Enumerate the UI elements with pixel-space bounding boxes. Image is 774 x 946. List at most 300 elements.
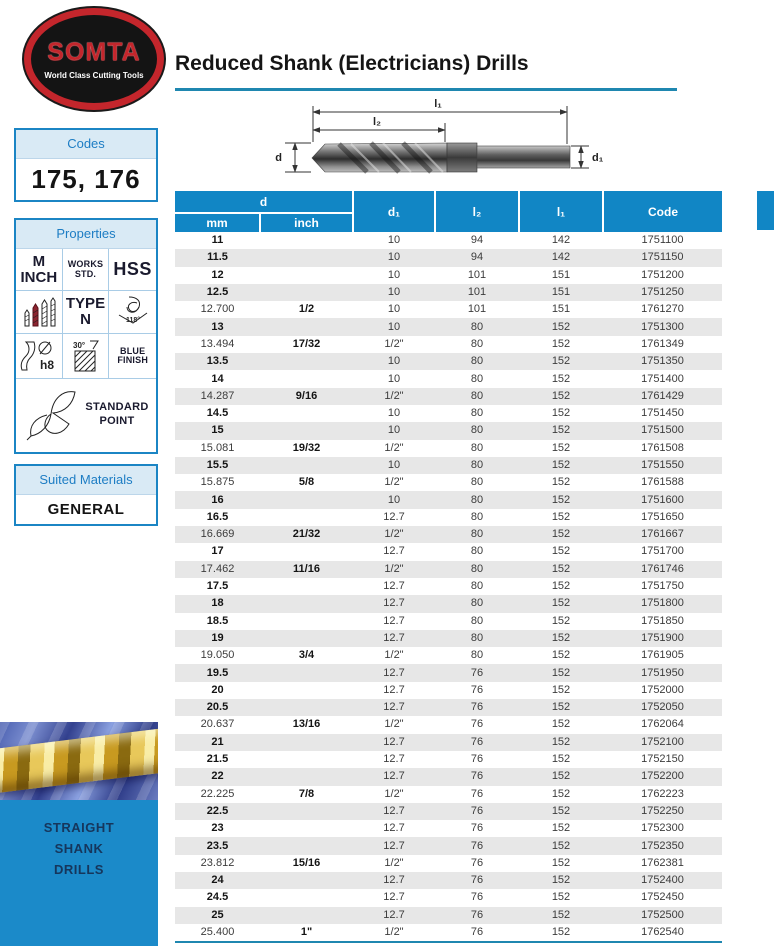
cell-mm: 20 <box>211 683 224 696</box>
cell-l2: 101 <box>467 286 487 299</box>
cell-d1: 10 <box>387 493 401 506</box>
table-row <box>175 820 722 837</box>
cell-inch: 17/32 <box>292 337 321 350</box>
property-std-label: STD. <box>74 268 97 279</box>
cell-l1: 152 <box>551 476 571 489</box>
cell-mm: 13 <box>211 320 224 333</box>
cell-l2: 80 <box>470 649 484 662</box>
cell-l1: 152 <box>551 753 571 766</box>
property-works-label: WORKS <box>67 259 104 270</box>
cell-inch <box>260 803 353 820</box>
cell-d1: 10 <box>387 286 401 299</box>
cell-d1: 1/2" <box>384 856 404 869</box>
cell-d1: 12.7 <box>383 891 405 904</box>
cell-mm: 15.5 <box>206 459 229 471</box>
drill-collar <box>447 143 477 172</box>
table-row <box>175 370 722 387</box>
table-row <box>175 907 722 924</box>
cell-l2: 80 <box>470 562 484 575</box>
cell-code: 1752400 <box>641 874 684 887</box>
suited-materials-box <box>14 464 158 526</box>
cell-l2: 76 <box>470 753 484 766</box>
cell-mm: 14.287 <box>200 389 235 402</box>
point-angle-icon <box>115 295 151 329</box>
tolerance-icon <box>18 340 60 372</box>
cell-inch: 21/32 <box>292 528 321 541</box>
cell-mm: 24 <box>211 874 224 887</box>
cell-mm: 24.5 <box>206 891 229 904</box>
cell-inch <box>260 872 353 889</box>
cell-inch <box>260 491 353 508</box>
cell-l1: 152 <box>551 424 571 437</box>
cell-code: 1751800 <box>641 597 684 610</box>
category-line-1: STRAIGHT <box>43 820 115 835</box>
property-inch-label: INCH <box>20 268 58 286</box>
dimension-label-d1: d₁ <box>592 152 604 164</box>
table-row <box>175 682 722 699</box>
cell-inch: 1/2 <box>298 303 315 316</box>
cell-inch: 5/8 <box>298 476 315 489</box>
table-row <box>175 284 722 301</box>
cell-code: 1751700 <box>641 545 684 558</box>
cell-d1: 10 <box>387 303 401 316</box>
cell-d1: 12.7 <box>383 822 405 835</box>
property-type-label: TYPE <box>65 295 106 313</box>
cell-l2: 76 <box>470 908 484 921</box>
cell-l2: 80 <box>470 459 484 471</box>
cell-inch: 1" <box>300 926 313 939</box>
cell-inch: 15/16 <box>292 856 321 869</box>
cell-mm: 17 <box>211 545 224 558</box>
logo-oval <box>24 8 164 110</box>
cell-mm: 15.081 <box>200 441 235 454</box>
cell-inch <box>260 249 353 266</box>
cell-mm: 22.225 <box>200 787 235 800</box>
drill-shank <box>477 146 570 168</box>
gold-drill-image <box>0 724 158 796</box>
cell-l1: 152 <box>551 804 571 817</box>
cell-inch <box>260 267 353 284</box>
cell-code: 1752250 <box>641 804 684 817</box>
cell-l1: 152 <box>551 856 571 869</box>
table-row <box>175 664 722 681</box>
cell-l1: 142 <box>551 251 571 264</box>
table-row <box>175 889 722 906</box>
cell-l1: 151 <box>551 268 571 281</box>
dimension-label-l1: l₁ <box>434 98 442 110</box>
cell-d1: 1/2" <box>384 389 404 402</box>
cell-d1: 1/2" <box>384 337 404 350</box>
cell-inch <box>260 457 353 474</box>
cell-l2: 80 <box>470 580 484 593</box>
cell-l2: 80 <box>470 597 484 610</box>
cell-inch: 3/4 <box>298 649 315 662</box>
cell-code: 1751850 <box>641 614 684 627</box>
property-works-standard <box>63 249 110 291</box>
suited-materials-value: GENERAL <box>47 501 125 518</box>
cell-code: 1762223 <box>641 787 684 800</box>
cell-mm: 16 <box>211 493 224 506</box>
brand-tagline: World Class Cutting Tools <box>44 71 144 80</box>
cell-d1: 10 <box>387 355 401 368</box>
cell-code: 1752100 <box>641 735 684 748</box>
cell-d1: 1/2" <box>384 528 404 541</box>
cell-l1: 152 <box>551 926 571 939</box>
cell-inch <box>260 578 353 595</box>
cell-inch: 11/16 <box>293 562 320 575</box>
table-row <box>175 232 722 249</box>
cell-l2: 80 <box>470 441 484 454</box>
cell-l1: 152 <box>551 891 571 904</box>
table-row <box>175 786 722 803</box>
table-row <box>175 422 722 439</box>
cell-inch <box>260 595 353 612</box>
category-panel <box>0 800 158 946</box>
cell-mm: 12.700 <box>200 303 235 316</box>
cell-code: 1751350 <box>641 355 684 368</box>
cell-mm: 21 <box>211 735 224 748</box>
cell-inch <box>260 664 353 681</box>
cell-l1: 142 <box>551 234 571 247</box>
cell-code: 1751550 <box>641 459 684 471</box>
table-row <box>175 751 722 768</box>
cell-l1: 151 <box>551 303 571 316</box>
cell-code: 1762540 <box>641 926 684 939</box>
cell-l1: 152 <box>551 839 571 852</box>
property-material-hss <box>109 249 156 291</box>
cell-mm: 19.5 <box>206 666 229 679</box>
table-row <box>175 491 722 508</box>
cell-l1: 152 <box>551 735 571 748</box>
dimension-label-l2: l₂ <box>373 116 381 128</box>
tolerance-value: h8 <box>39 358 54 372</box>
category-line-3: DRILLS <box>54 861 104 877</box>
header-l2: l₂ <box>435 191 519 232</box>
header-code: Code <box>603 191 722 232</box>
cell-code: 1751200 <box>641 268 684 281</box>
cell-l2: 76 <box>470 822 484 835</box>
cell-l2: 76 <box>470 770 484 783</box>
cell-l1: 152 <box>551 614 571 627</box>
cell-l1: 152 <box>551 597 571 610</box>
header-inch: inch <box>260 213 353 232</box>
cell-d1: 12.7 <box>383 804 405 817</box>
cell-mm: 15 <box>211 424 224 437</box>
cell-code: 1761588 <box>641 476 684 489</box>
cell-inch <box>260 734 353 751</box>
table-row <box>175 595 722 612</box>
cell-inch <box>260 370 353 387</box>
page-title: Reduced Shank (Electricians) Drills <box>175 52 529 75</box>
cell-l1: 152 <box>551 770 571 783</box>
table-row <box>175 440 722 457</box>
cell-code: 1761508 <box>641 441 684 454</box>
cell-l2: 80 <box>470 372 484 385</box>
cell-code: 1752300 <box>641 822 684 835</box>
cell-mm: 12.5 <box>206 286 229 299</box>
cell-inch: 19/32 <box>292 441 321 454</box>
cell-inch <box>260 284 353 301</box>
cell-l1: 152 <box>551 320 571 333</box>
table-row <box>175 543 722 560</box>
cell-l1: 152 <box>551 459 571 471</box>
cell-l2: 80 <box>470 320 484 333</box>
cell-code: 1751300 <box>641 320 684 333</box>
cell-code: 1751150 <box>641 251 684 264</box>
cell-d1: 12.7 <box>383 735 405 748</box>
cell-code: 1752450 <box>641 891 684 904</box>
table-row <box>175 336 722 353</box>
table-row <box>175 924 722 942</box>
table-row <box>175 405 722 422</box>
suited-materials-title: Suited Materials <box>16 466 156 495</box>
cell-l1: 151 <box>551 286 571 299</box>
cell-l2: 76 <box>470 891 484 904</box>
cell-d1: 10 <box>387 234 401 247</box>
cell-code: 1761429 <box>641 389 684 402</box>
cell-d1: 12.7 <box>383 545 405 558</box>
cell-l2: 76 <box>470 735 484 748</box>
property-tolerance <box>16 334 63 379</box>
cell-mm: 17.462 <box>200 562 235 575</box>
brand-name: SOMTA <box>47 38 141 66</box>
cell-l2: 80 <box>470 493 484 506</box>
table-row <box>175 301 722 318</box>
cell-d1: 10 <box>387 251 401 264</box>
cell-inch <box>260 232 353 249</box>
cell-mm: 25 <box>211 908 224 921</box>
cell-inch <box>260 751 353 768</box>
cell-l2: 94 <box>470 234 484 247</box>
cell-mm: 23.5 <box>206 839 229 852</box>
cell-l1: 152 <box>551 649 571 662</box>
codes-box <box>14 128 158 202</box>
cell-mm: 17.5 <box>206 580 229 593</box>
header-mm: mm <box>175 213 260 232</box>
standard-point-label <box>85 401 148 429</box>
property-hss-label: HSS <box>113 259 152 280</box>
cell-inch <box>260 509 353 526</box>
cell-mm: 18.5 <box>206 614 229 627</box>
cell-inch: 7/8 <box>298 787 315 800</box>
cell-l2: 76 <box>470 683 484 696</box>
cell-l1: 152 <box>551 510 571 523</box>
table-row <box>175 837 722 854</box>
spec-table-wrap <box>175 191 722 943</box>
cell-code: 1752200 <box>641 770 684 783</box>
cell-d1: 12.7 <box>383 908 405 921</box>
property-helix-angle <box>63 334 110 379</box>
table-row <box>175 267 722 284</box>
dimension-l1 <box>313 106 567 144</box>
cell-l1: 152 <box>551 787 571 800</box>
cell-inch <box>260 907 353 924</box>
cell-l2: 76 <box>470 787 484 800</box>
cell-l2: 80 <box>470 510 484 523</box>
table-body <box>175 232 722 942</box>
property-type-n-label: N <box>80 311 91 328</box>
cell-l2: 80 <box>470 631 484 644</box>
cell-code: 1761746 <box>641 562 684 575</box>
cell-code: 1762381 <box>641 856 684 869</box>
cell-inch <box>260 889 353 906</box>
table-row <box>175 630 722 647</box>
drill-dimension-diagram <box>255 92 655 192</box>
codes-value: 175, 176 <box>31 164 141 194</box>
cell-d1: 1/2" <box>384 718 404 731</box>
standard-point-line-2: POINT <box>99 415 135 427</box>
cell-l1: 152 <box>551 407 571 420</box>
cell-l2: 101 <box>467 268 487 281</box>
cell-d1: 12.7 <box>383 683 405 696</box>
property-point-angle <box>109 291 156 334</box>
cell-inch <box>260 543 353 560</box>
cell-d1: 10 <box>387 268 401 281</box>
drill-photo <box>0 722 158 800</box>
cell-code: 1751600 <box>641 493 684 506</box>
cell-mm: 19.050 <box>200 649 235 662</box>
drill-sizes-icon <box>22 297 56 327</box>
table-row <box>175 578 722 595</box>
table-row <box>175 388 722 405</box>
cell-d1: 1/2" <box>384 441 404 454</box>
cell-l2: 101 <box>467 303 487 316</box>
property-type <box>63 291 110 334</box>
cell-l1: 152 <box>551 874 571 887</box>
cell-code: 1751900 <box>641 631 684 644</box>
cell-l2: 80 <box>470 476 484 489</box>
cell-code: 1751250 <box>641 286 684 299</box>
header-l1: l₁ <box>519 191 603 232</box>
cell-d1: 1/2" <box>384 649 404 662</box>
standard-point-line-1: STANDARD <box>85 401 149 414</box>
cell-d1: 12.7 <box>383 666 405 679</box>
cell-inch <box>260 613 353 630</box>
cell-code: 1751500 <box>641 424 684 437</box>
cell-l1: 152 <box>551 580 571 593</box>
table-row <box>175 699 722 716</box>
table-row <box>175 768 722 785</box>
page-edge-tab <box>757 191 774 230</box>
cell-mm: 14 <box>211 372 224 385</box>
table-row <box>175 457 722 474</box>
cell-l2: 76 <box>470 804 484 817</box>
cell-code: 1762064 <box>641 718 684 731</box>
cell-inch <box>260 405 353 422</box>
cell-code: 1751950 <box>641 666 684 679</box>
cell-code: 1761905 <box>641 649 684 662</box>
cell-inch <box>260 682 353 699</box>
cell-l1: 152 <box>551 666 571 679</box>
cell-mm: 23 <box>211 822 224 835</box>
cell-l1: 152 <box>551 355 571 368</box>
cell-mm: 21.5 <box>206 753 229 766</box>
helix-angle-value: 30° <box>73 341 86 350</box>
properties-box <box>14 218 158 454</box>
property-drill-sizes <box>16 291 63 334</box>
cell-mm: 19 <box>211 631 224 644</box>
title-rule <box>175 88 677 91</box>
cell-l2: 80 <box>470 545 484 558</box>
cell-l2: 76 <box>470 874 484 887</box>
table-row <box>175 509 722 526</box>
cell-l2: 80 <box>470 337 484 350</box>
cell-l2: 76 <box>470 926 484 939</box>
cell-d1: 12.7 <box>383 580 405 593</box>
brand-logo <box>18 6 158 106</box>
cell-l1: 152 <box>551 822 571 835</box>
cell-inch: 9/16 <box>295 389 318 402</box>
table-row <box>175 249 722 266</box>
cell-l1: 152 <box>551 908 571 921</box>
cell-inch: 13/16 <box>292 718 321 731</box>
cell-mm: 14.5 <box>206 407 229 420</box>
cell-mm: 13.494 <box>200 337 235 350</box>
properties-box-title: Properties <box>16 220 156 249</box>
cell-l2: 80 <box>470 424 484 437</box>
cell-mm: 16.669 <box>200 528 235 541</box>
table-row <box>175 526 722 543</box>
cell-inch <box>260 699 353 716</box>
cell-l2: 80 <box>470 389 484 402</box>
table-row <box>175 716 722 733</box>
codes-box-title: Codes <box>16 130 156 159</box>
cell-l2: 76 <box>470 718 484 731</box>
property-metric-inch <box>16 249 63 291</box>
cell-code: 1751650 <box>641 510 684 523</box>
cell-mm: 18 <box>211 597 224 610</box>
dimension-label-d: d <box>275 152 282 164</box>
cell-l2: 80 <box>470 528 484 541</box>
cell-l2: 94 <box>470 251 484 264</box>
cell-mm: 22.5 <box>206 804 229 817</box>
dimension-d <box>285 143 311 172</box>
header-d: d <box>175 191 353 213</box>
cell-inch <box>260 318 353 335</box>
table-row <box>175 647 722 664</box>
cell-d1: 12.7 <box>383 770 405 783</box>
cell-l1: 152 <box>551 337 571 350</box>
cell-l1: 152 <box>551 528 571 541</box>
cell-inch <box>260 820 353 837</box>
cell-d1: 12.7 <box>383 874 405 887</box>
cell-l2: 76 <box>470 856 484 869</box>
cell-d1: 10 <box>387 424 401 437</box>
cell-inch <box>260 630 353 647</box>
category-label <box>0 818 158 880</box>
properties-grid <box>16 249 156 451</box>
cell-code: 1751100 <box>641 234 684 247</box>
table-row <box>175 318 722 335</box>
cell-inch <box>260 422 353 439</box>
cell-l1: 152 <box>551 562 571 575</box>
cell-mm: 16.5 <box>206 510 229 523</box>
cell-l2: 76 <box>470 701 484 714</box>
cell-d1: 12.7 <box>383 614 405 627</box>
cell-l1: 152 <box>551 441 571 454</box>
cell-l1: 152 <box>551 718 571 731</box>
cell-d1: 10 <box>387 372 401 385</box>
cell-d1: 1/2" <box>384 926 404 939</box>
cell-code: 1761270 <box>641 303 684 316</box>
cell-code: 1761349 <box>641 337 684 350</box>
cell-l1: 152 <box>551 701 571 714</box>
cell-mm: 11.5 <box>207 251 228 264</box>
standard-point-icon <box>23 386 79 444</box>
table-row <box>175 855 722 872</box>
cell-code: 1751750 <box>641 580 684 593</box>
cell-mm: 12 <box>211 268 224 281</box>
